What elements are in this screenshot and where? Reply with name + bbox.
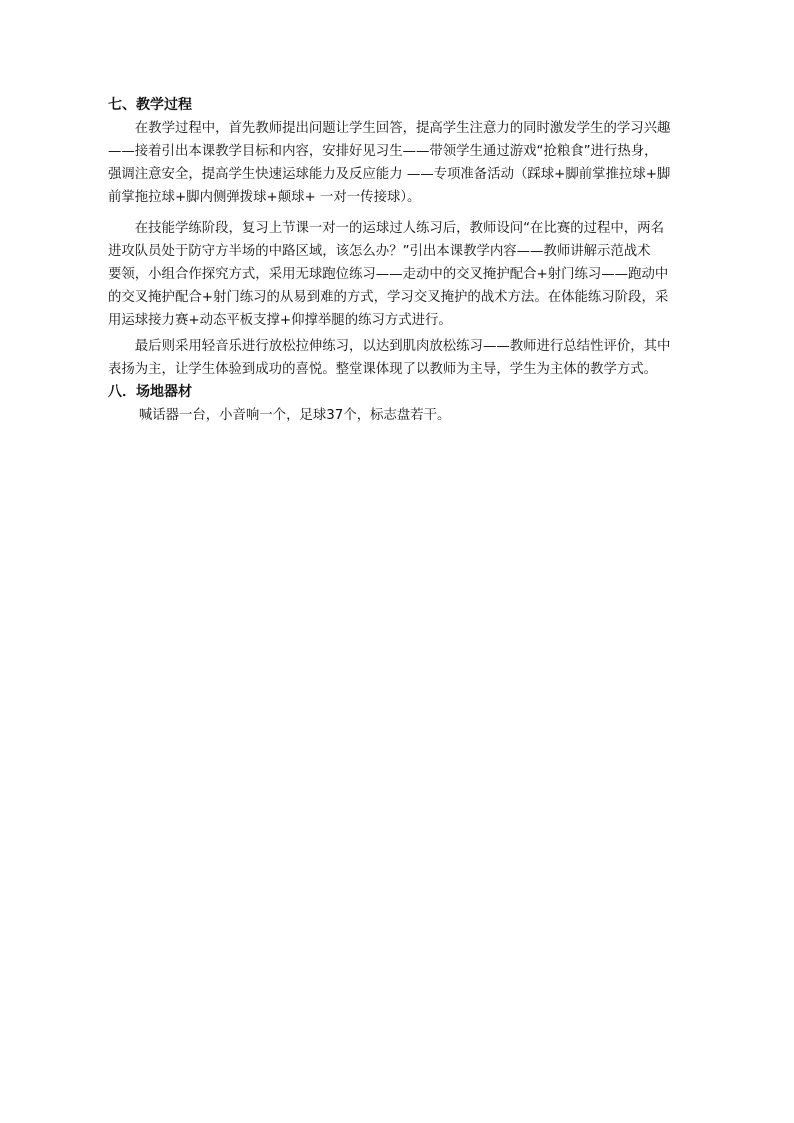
- section-7-paragraph-2: [108, 217, 690, 332]
- section-8-heading: 八．场地器材: [108, 384, 192, 400]
- paragraph-line: 用运球接力赛+动态平板支撑+仰撑举腿的练习方式进行。: [108, 313, 452, 328]
- paragraph-line: 在教学过程中，首先教师提出问题让学生回答，提高学生注意力的同时激发学生的学习兴趣: [134, 121, 671, 136]
- paragraph-line: 进攻队员处于防守方半场的中路区域，该怎么办？”引出本课教学内容——教师讲解示范战术: [108, 244, 651, 259]
- paragraph-line: ——接着引出本课教学目标和内容，安排好见习生——带领学生通过游戏“抢粮食”进行热身，: [108, 144, 658, 159]
- paragraph-line: 强调注意安全，提高学生快速运球能力及反应能力 ——专项准备活动（踩球+脚前掌推拉球+脚: [108, 167, 671, 182]
- paragraph-line: 的交叉掩护配合+射门练习的从易到难的方式，学习交叉掩护的战术方法。在体能练习阶段，采: [108, 290, 669, 305]
- paragraph-line: 表扬为主，让学生体验到成功的喜悦。整堂课体现了以教师为主导，学生为主体的教学方式。: [108, 362, 658, 377]
- paragraph-line: 要领，小组合作探究方式，采用无球跑位练习——走动中的交叉掩护配合+射门练习——跑动中: [108, 267, 669, 282]
- section-7-paragraph-3: [108, 335, 690, 381]
- section-7-paragraph-1: [108, 117, 690, 209]
- paragraph-line: 最后则采用轻音乐进行放松拉伸练习，以达到肌肉放松练习——教师进行总结性评价，其中: [134, 339, 671, 354]
- section-7-heading: 七、教学过程: [108, 97, 192, 113]
- section-8-text: 喊话器一台，小音响一个，足球37个，标志盘若干。: [138, 408, 451, 423]
- document-content: [108, 94, 690, 427]
- paragraph-line: 在技能学练阶段，复习上节课一对一的运球过人练习后，教师设问“在比赛的过程中，两名: [134, 221, 664, 236]
- paragraph-line: 前掌拖拉球+脚内侧弹拨球+颠球+ 一对一传接球）。: [108, 190, 421, 205]
